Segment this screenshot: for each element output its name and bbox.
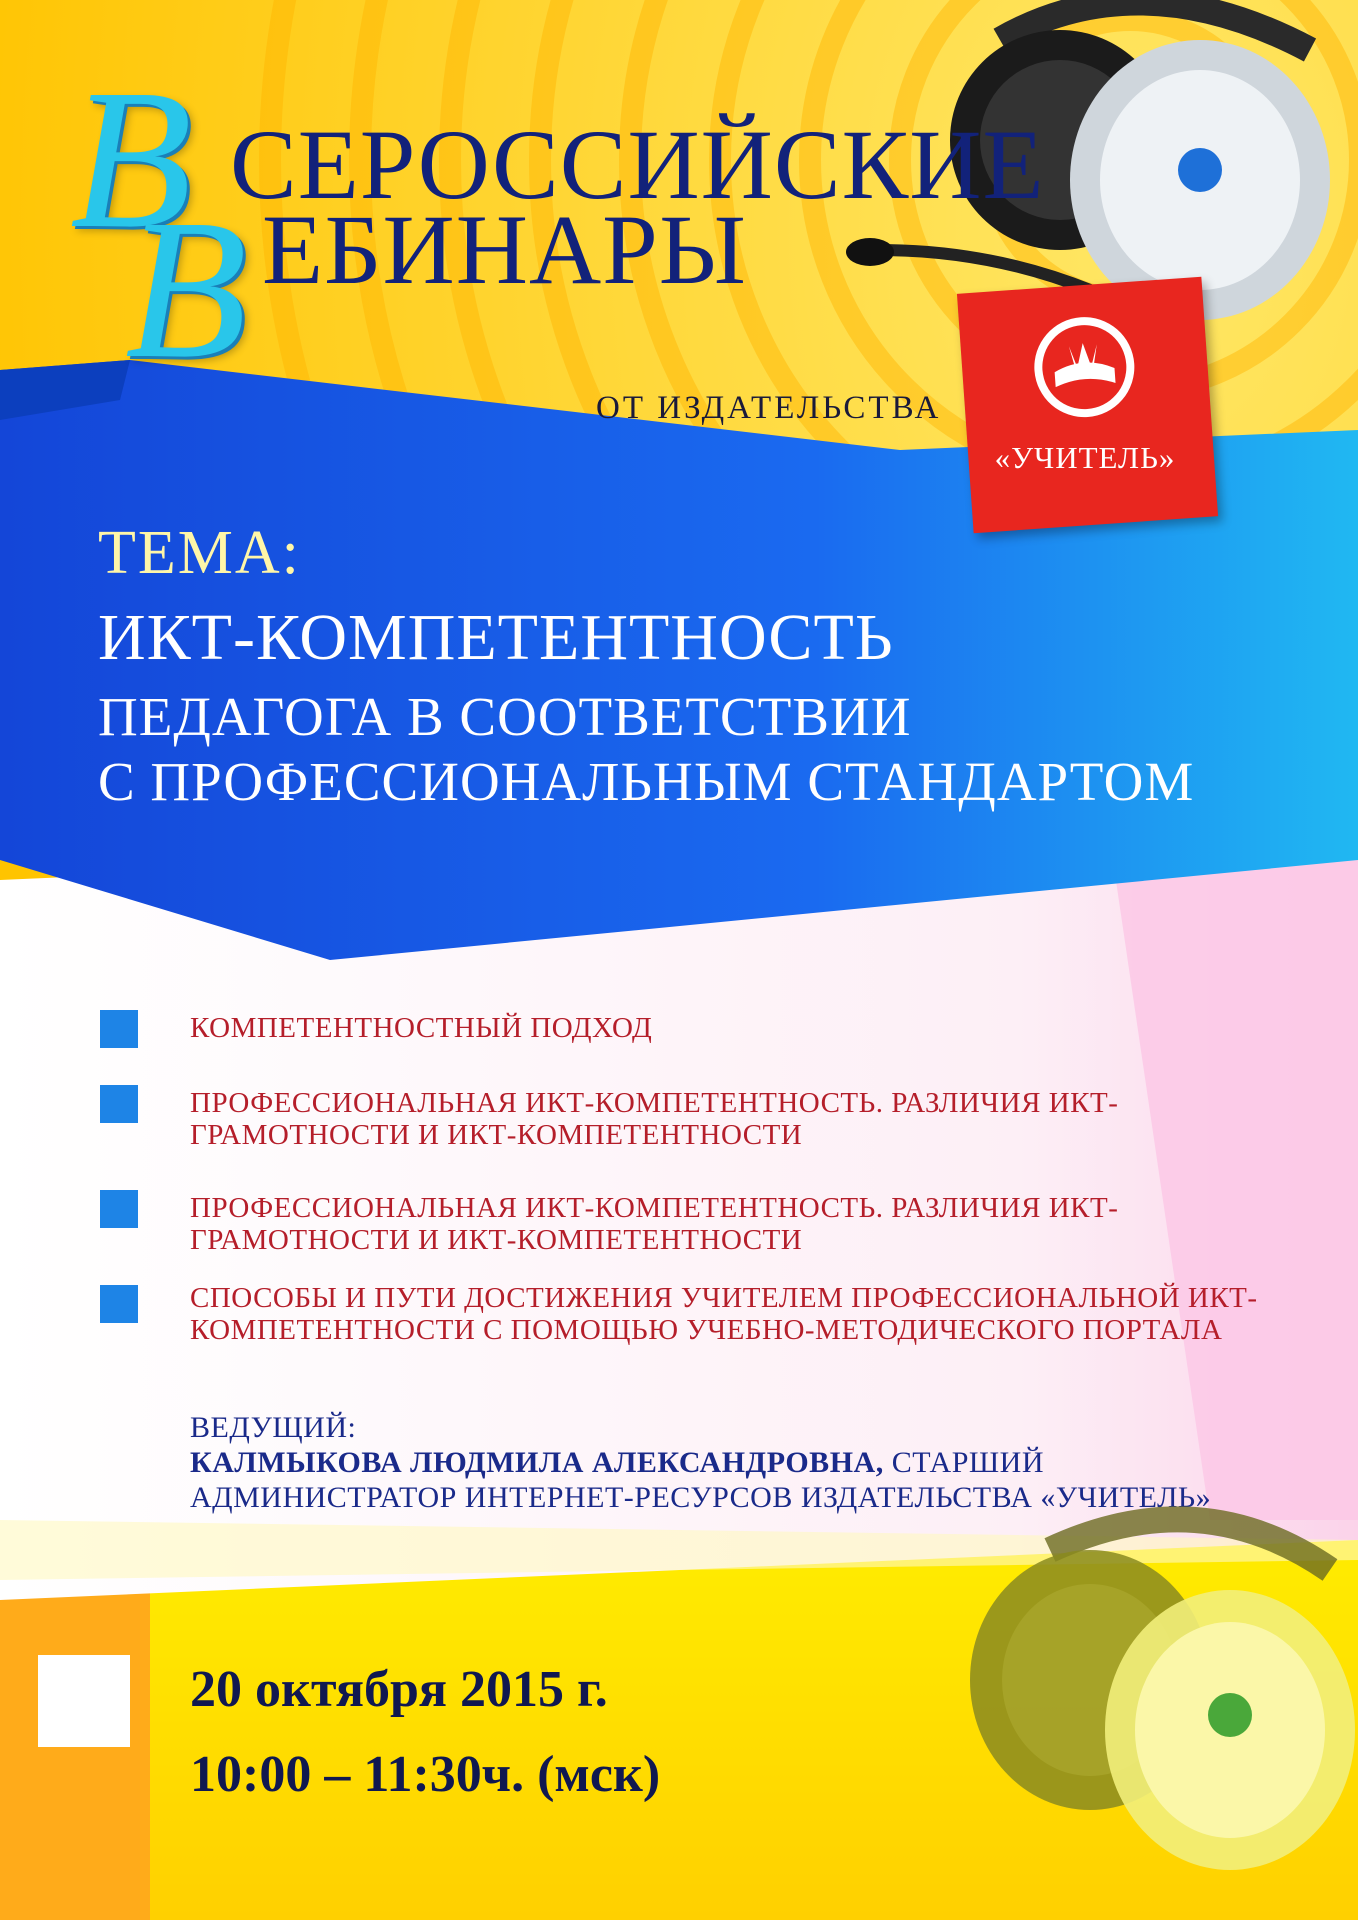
theme-line-2: ПЕДАГОГА В СООТВЕТСТВИИ [98, 686, 912, 747]
list-item: СПОСОБЫ И ПУТИ ДОСТИЖЕНИЯ УЧИТЕЛЕМ ПРОФЕССИОНАЛЬНОЙ ИКТ- КОМПЕТЕНТНОСТИ С ПОМОЩЬЮ УЧЕБНО-МЕТОДИЧЕСКОГО ПОРТАЛА [190, 1282, 1258, 1346]
title-initial-1: В [70, 49, 193, 270]
title-line-1: СЕРОССИЙСКИЕ [230, 109, 1045, 220]
webinar-time: 10:00 – 11:30ч. (мск) [190, 1746, 661, 1803]
theme-label: ТЕМА: [98, 519, 301, 587]
list-item: КОМПЕТЕНТНОСТНЫЙ ПОДХОД [190, 1012, 653, 1044]
list-item: ПРОФЕССИОНАЛЬНАЯ ИКТ-КОМПЕТЕНТНОСТЬ. РАЗЛИЧИЯ ИКТ-ГРАМОТНОСТИ И ИКТ-КОМПЕТЕНТНОСТИ [190, 1087, 1119, 1151]
publisher-badge-text: «УЧИТЕЛЬ» [994, 440, 1176, 475]
webinar-date: 20 октября 2015 г. [190, 1661, 608, 1718]
square-bullet-icon [100, 1190, 138, 1228]
title-initial-2: В [125, 179, 248, 400]
host-name: КАЛМЫКОВА ЛЮДМИЛА АЛЕКСАНДРОВНА, [190, 1446, 884, 1479]
publisher-badge [957, 277, 1218, 534]
theme-line-1: ИКТ-КОМПЕТЕНТНОСТЬ [98, 601, 894, 674]
theme-line-3: С ПРОФЕССИОНАЛЬНЫМ СТАНДАРТОМ [98, 751, 1195, 812]
square-bullet-icon [100, 1285, 138, 1323]
square-bullet-icon [100, 1010, 138, 1048]
headphones-icon [900, 1490, 1358, 1920]
book-logo-icon [1029, 312, 1141, 424]
square-bullet-icon [100, 1085, 138, 1123]
list-item: ПРОФЕССИОНАЛЬНАЯ ИКТ-КОМПЕТЕНТНОСТЬ. РАЗЛИЧИЯ ИКТ-ГРАМОТНОСТИ И ИКТ-КОМПЕТЕНТНОСТИ [190, 1192, 1119, 1256]
title-line-2: ЕБИНАРЫ [262, 194, 747, 305]
host-label: ВЕДУЩИЙ: [190, 1411, 357, 1444]
host-title: СТАРШИЙ АДМИНИСТРАТОР ИНТЕРНЕТ-РЕСУРСОВ ИЗДАТЕЛЬСТВА «УЧИТЕЛЬ» [190, 1446, 1212, 1514]
from-publisher-label: ОТ ИЗДАТЕЛЬСТВА [596, 390, 942, 426]
